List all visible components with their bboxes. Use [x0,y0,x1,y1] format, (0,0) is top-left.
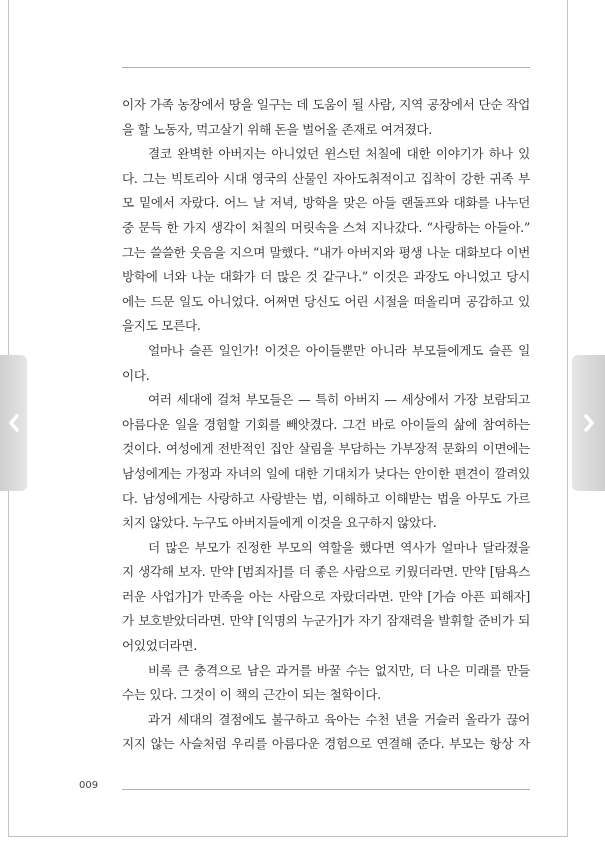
text-line: 다. 남성에게는 사랑하고 사랑받는 법, 이해하고 이해받는 법을 아무도 가르 [122,490,530,506]
text-line: 가 보호받았더라면. 만약 [익명의 누군가]가 자기 잠재력을 발휘할 준비가 되 [122,613,530,629]
text-line: 그는 쓸쓸한 웃음을 지으며 말했다. “내가 아버지와 평생 나눈 대화보다 이번 [122,244,530,260]
page-number: 009 [79,780,99,791]
text-line: 아름다운 일을 경험할 기회를 빼앗겼다. 그건 바로 아이들의 삶에 참여하는 [122,416,530,432]
next-page-button[interactable] [572,355,605,491]
text-line: 방학에 너와 나눈 대화가 더 많은 것 같구나.” 이것은 과장도 아니었고 당시 [122,269,530,285]
chevron-right-icon [582,413,596,433]
text-line: 남성에게는 가정과 자녀의 일에 대한 기대치가 낮다는 안이한 편견이 깔려있 [122,465,530,481]
header-rule [122,67,530,68]
text-line: 을지도 모른다. [122,318,201,334]
text-line: 에는 드문 일도 아니었다. 어쩌면 당신도 어린 시절을 떠올리며 공감하고 있 [122,293,530,309]
text-line: 비록 큰 충격으로 남은 과거를 바꿀 수는 없지만, 더 나은 미래를 만들 [148,662,530,678]
text-line: 더 많은 부모가 진정한 부모의 역할을 했다면 역사가 얼마나 달라졌을 [148,539,530,555]
text-line: 치지 않았다. 누구도 아버지들에게 이것을 요구하지 않았다. [122,515,437,531]
text-line: 을 할 노동자, 먹고살기 위해 돈을 벌어올 존재로 여겨졌다. [122,121,432,137]
text-line: 과거 세대의 결점에도 불구하고 육아는 수천 년을 거슬러 올라가 끊어 [148,711,530,727]
text-line: 중 문득 한 가지 생각이 처칠의 머릿속을 스쳐 지나갔다. “사랑하는 아들아.” [122,219,530,235]
text-line: 수는 있다. 그것이 이 책의 근간이 되는 철학이다. [122,687,381,703]
text-line: 지지 않는 사슬처럼 우리를 아름다운 경험으로 연결해 준다. 부모는 항상 자 [122,736,530,752]
text-line: 결코 완벽한 아버지는 아니었던 윈스턴 처칠에 대한 이야기가 하나 있 [148,146,530,162]
chevron-left-icon [7,413,21,433]
text-line: 다. 그는 빅토리아 시대 영국의 산물인 자아도취적이고 집착이 강한 귀족 부 [122,170,530,186]
text-line: 것이다. 여성에게 전반적인 집안 살림을 부담하는 가부장적 문화의 이면에는 [122,441,530,457]
text-line: 이다. [122,367,150,383]
page-body-text [122,93,530,757]
text-line: 모 밑에서 자랐다. 어느 날 저녁, 방학을 맞은 아들 랜돌프와 대화를 나누던 [122,195,530,211]
text-line: 얼마나 슬픈 일인가! 이것은 아이들뿐만 아니라 부모들에게도 슬픈 일 [148,342,530,358]
text-line: 러운 사업가]가 만족을 아는 사람으로 자랐더라면. 만약 [가슴 아픈 피해자] [122,588,530,604]
previous-page-button[interactable] [0,355,27,491]
text-line: 이자 가족 농장에서 땅을 일구는 데 도움이 될 사람, 지역 공장에서 단순 작업 [122,97,530,112]
footer-rule [122,789,530,790]
text-line: 지 생각해 보자. 만약 [범죄자]를 더 좋은 사람으로 키웠더라면. 만약 [탐욕스 [122,564,530,580]
text-line: 여러 세대에 걸쳐 부모들은 — 특히 아버지 — 세상에서 가장 보람되고 [148,392,530,408]
text-line: 어있었더라면. [122,638,197,654]
